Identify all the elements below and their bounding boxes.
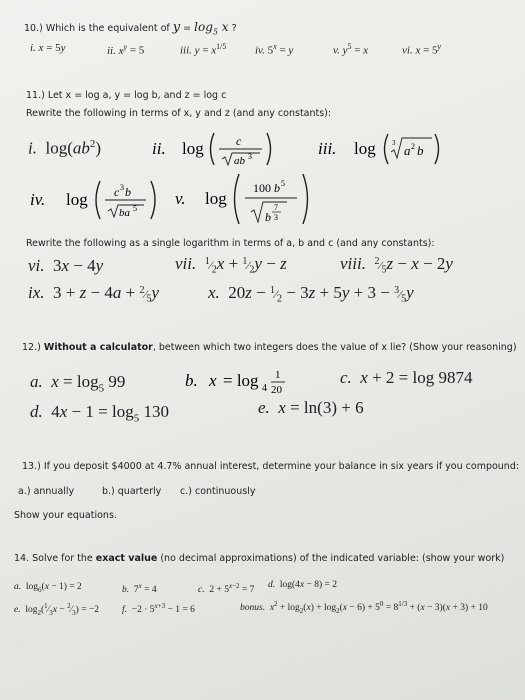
svg-text:v.: v. bbox=[175, 189, 186, 208]
svg-text:ba: ba bbox=[119, 207, 130, 219]
q14-item-b: b. $7^x = 4$ bbox=[122, 582, 157, 596]
svg-text:1: 1 bbox=[275, 369, 281, 381]
svg-text:a: a bbox=[404, 143, 411, 158]
q10-option-i: i. x = 5y bbox=[30, 42, 66, 54]
q10-option-vi: vi. $x = 5^y$ bbox=[402, 42, 442, 57]
q11-intro: 11.) Let x = log a, y = log b, and z = log c bbox=[26, 90, 227, 101]
svg-text:2: 2 bbox=[411, 142, 415, 151]
svg-text:3: 3 bbox=[274, 213, 278, 222]
q13-text: 13.) If you deposit $4000 at 4.7% annual interest, determine your balance in six years if you compound: bbox=[22, 461, 520, 472]
q10-option-iv: iv. $5^x = y$ bbox=[255, 42, 294, 57]
svg-text:iii.: iii. bbox=[318, 139, 337, 158]
q12-item-c: c. x + 2 = log 9874 bbox=[340, 368, 473, 387]
svg-text:b: b bbox=[274, 181, 280, 195]
q10-title: 10.) Which is the equivalent of $y = \log_5 x$ ? bbox=[24, 20, 237, 37]
svg-text:3: 3 bbox=[120, 183, 124, 192]
svg-text:100: 100 bbox=[253, 181, 271, 195]
svg-text:c: c bbox=[114, 185, 120, 199]
q13-option-b: b.) quarterly bbox=[102, 486, 162, 497]
svg-text:20: 20 bbox=[271, 384, 282, 396]
q11-item-vii: vii. $^1⁄_2x$ + $^1⁄_2y - z$ bbox=[175, 254, 287, 276]
svg-text:7: 7 bbox=[274, 203, 278, 212]
q11-instruction: Rewrite the following in terms of x, y and z (and any constants): bbox=[26, 108, 332, 119]
svg-text:3: 3 bbox=[248, 152, 252, 161]
q11-item-iii bbox=[318, 128, 458, 174]
q11-item-v bbox=[175, 168, 335, 234]
q11-item-ii-formula bbox=[152, 128, 292, 170]
q10-option-v: v. $y^5 = x$ bbox=[333, 42, 369, 57]
q12-title: 12.) Without a calculator, between which two integers does the value of x lie? (Show your reasoning) bbox=[22, 342, 517, 353]
q14-item-f: f. $-2 \cdot 5^{x+3} - 1 = 6$ bbox=[122, 602, 195, 616]
svg-text:log: log bbox=[354, 139, 376, 158]
q12-item-a: a. $x = \log_5 99$ bbox=[30, 372, 126, 395]
q11-item-viii: viii. $^2⁄_5z - x - 2y$ bbox=[340, 254, 453, 276]
q14-title: 14. Solve for the exact value (no decimal approximations) of the indicated variable: (show your work) bbox=[14, 553, 505, 564]
q11-item-vi: vi. 3x − 4y bbox=[28, 256, 104, 275]
svg-text:log: log bbox=[66, 190, 88, 209]
svg-text:iv.: iv. bbox=[30, 190, 46, 209]
q14-item-e: e. $\log_2(^1⁄_3x$ − $^2⁄_3) = -2$ bbox=[14, 602, 100, 618]
svg-text:3: 3 bbox=[392, 139, 396, 147]
svg-text:4: 4 bbox=[262, 383, 267, 394]
q11-item-ix: ix. $3 + z - 4a + ^2⁄_5y$ bbox=[28, 283, 159, 305]
q11-item-iv-formula bbox=[30, 175, 180, 225]
svg-text:x: x bbox=[209, 371, 217, 390]
svg-text:ii.: ii. bbox=[152, 139, 166, 158]
svg-text:5: 5 bbox=[133, 204, 137, 213]
q14-item-a: a. $\log_6(x - 1) = 2$ bbox=[14, 582, 82, 594]
q13-show: Show your equations. bbox=[14, 510, 117, 521]
q11-item-i: i. $\log(ab^2)$ bbox=[28, 138, 102, 158]
q11-item-iv bbox=[30, 175, 180, 229]
q12-item-b-formula bbox=[185, 364, 315, 398]
svg-text:log: log bbox=[205, 189, 227, 208]
svg-text:b: b bbox=[417, 143, 424, 158]
svg-text:b: b bbox=[125, 185, 131, 199]
q14-item-c: c. $2 + 5^{x-2} = 7$ bbox=[198, 582, 255, 596]
q11-item-v-formula bbox=[175, 168, 335, 230]
q11-item-iii-formula bbox=[318, 128, 458, 170]
svg-text:ab: ab bbox=[234, 155, 245, 167]
q10-option-ii: ii. $x^y = 5$ bbox=[107, 42, 145, 57]
q13-option-a: a.) annually bbox=[18, 486, 75, 497]
q11-item-x: x. $20z - ^1⁄_2 - 3z + 5y + 3$ − $^3⁄_5y$ bbox=[208, 283, 414, 305]
svg-text:log: log bbox=[182, 139, 204, 158]
svg-text:b.: b. bbox=[185, 371, 198, 390]
q14-item-d: d. log(4x − 8) = 2 bbox=[268, 580, 338, 590]
q13-option-c: c.) continuously bbox=[180, 486, 256, 497]
q10-option-iii: iii. $y = x^{1/5}$ bbox=[180, 42, 227, 57]
svg-text:b: b bbox=[265, 210, 271, 224]
svg-text:5: 5 bbox=[281, 179, 285, 188]
q14-item-bonus: bonus. $x^2 + \log_2(x) + \log_2(x - 6) + 5^0 = 8^{1/3} + (x - 3)(x + 3) + 10$ bbox=[240, 600, 488, 616]
q12-item-d: d. $4x - 1 = \log_5 130$ bbox=[30, 402, 169, 425]
svg-text:c: c bbox=[236, 134, 242, 148]
q12-item-e: e. x = ln(3) + 6 bbox=[258, 398, 364, 417]
svg-text:= log: = log bbox=[223, 371, 259, 390]
q11-instruction2: Rewrite the following as a single logarithm in terms of a, b and c (and any constants): bbox=[26, 238, 435, 249]
